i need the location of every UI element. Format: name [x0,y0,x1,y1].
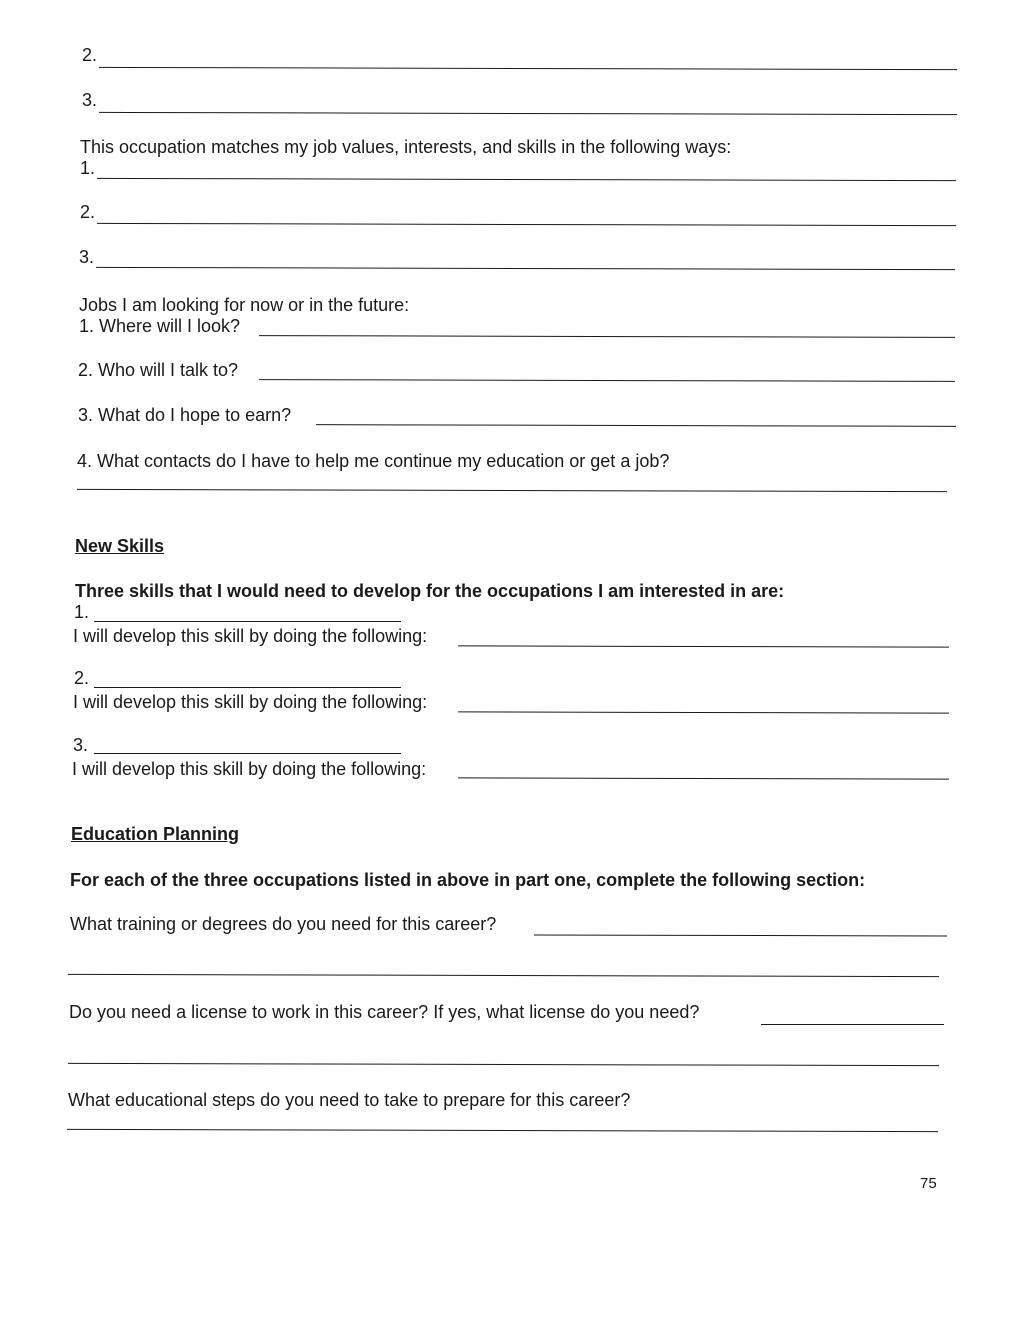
answer-line[interactable] [77,489,947,492]
develop-label: I will develop this skill by doing the following: [72,759,427,779]
answer-line[interactable] [68,974,939,977]
item-number: 2. [80,202,96,222]
answer-line[interactable] [97,178,956,181]
develop-label: I will develop this skill by doing the following: [73,692,428,712]
section-heading: Jobs I am looking for now or in the future: [79,295,410,315]
skill-line[interactable] [94,687,401,688]
question-label: 3. What do I hope to earn? [78,405,292,425]
question-label: What educational steps do you need to take to prepare for this career? [68,1090,631,1110]
item-number: 3. [82,90,98,110]
section-title: New Skills [75,536,165,556]
answer-line[interactable] [259,335,955,338]
item-number: 3. [73,735,89,755]
question-label: 2. Who will I talk to? [78,360,239,380]
question-label: What training or degrees do you need for this career? [70,914,497,934]
answer-line[interactable] [458,645,949,647]
skill-line[interactable] [94,753,401,754]
item-number: 1. [74,602,90,622]
answer-line[interactable] [99,112,957,115]
answer-line[interactable] [99,67,957,70]
answer-line[interactable] [458,777,949,779]
answer-line[interactable] [259,379,955,382]
section-intro: Three skills that I would need to develop for the occupations I am interested in are: [75,581,785,601]
question-label: 4. What contacts do I have to help me continue my education or get a job? [77,451,670,471]
page-number: 75 [920,1175,937,1192]
answer-line[interactable] [316,424,956,427]
section-title: Education Planning [71,824,240,844]
skill-line[interactable] [94,621,401,622]
answer-line[interactable] [761,1024,944,1025]
item-number: 2. [74,668,90,688]
answer-line[interactable] [67,1129,938,1132]
develop-label: I will develop this skill by doing the following: [73,626,428,646]
answer-line[interactable] [68,1063,939,1066]
question-label: Do you need a license to work in this career? If yes, what license do you need? [69,1002,700,1022]
item-number: 3. [79,247,95,267]
section-intro: For each of the three occupations listed in above in part one, complete the following section: [70,870,866,890]
answer-line[interactable] [534,934,947,936]
answer-line[interactable] [458,711,949,713]
answer-line[interactable] [96,267,955,270]
section-heading: This occupation matches my job values, interests, and skills in the following ways: [80,137,732,157]
question-label: 1. Where will I look? [79,316,241,336]
answer-line[interactable] [97,223,956,226]
item-number: 2. [82,45,98,65]
item-number: 1. [80,158,96,178]
